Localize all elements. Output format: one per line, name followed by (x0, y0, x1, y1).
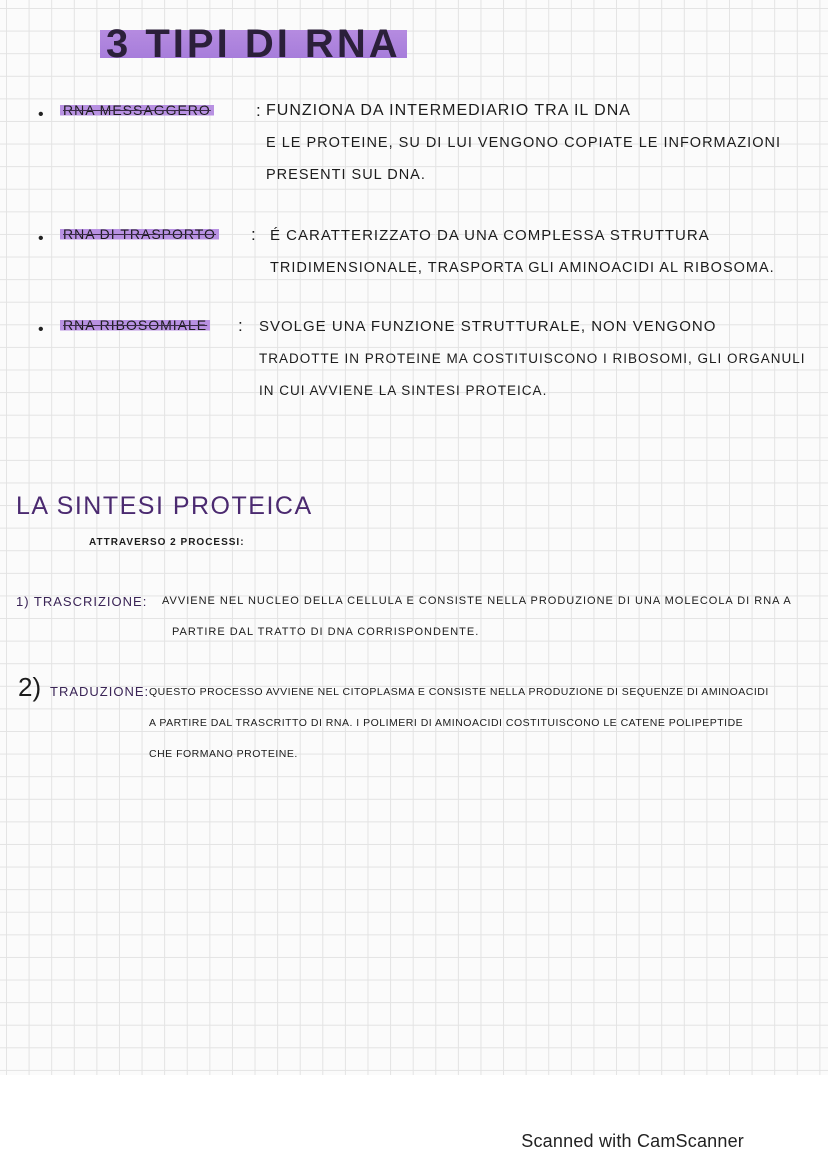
description-line: TRADOTTE IN PROTEINE MA COSTITUISCONO I RIBOSOMI, GLI ORGANULI (259, 351, 806, 366)
rna-description (270, 220, 828, 284)
process-label: 1) TRASCRIZIONE: (16, 594, 148, 609)
process-label: TRADUZIONE: (50, 684, 150, 699)
bullet-icon: • (38, 230, 45, 247)
process-number: 2) (18, 672, 42, 702)
description-line: E LE PROTEINE, SU DI LUI VENGONO COPIATE LE INFORMAZIONI (266, 135, 781, 151)
rna-term: RNA DI TRASPORTO (60, 226, 219, 242)
rna-description (259, 311, 819, 407)
rna-description (266, 95, 826, 191)
rna-term: RNA RIBOSOMIALE (60, 317, 210, 333)
process-line: CHE FORMANO PROTEINE. (149, 748, 298, 760)
bullet-icon: • (38, 106, 45, 123)
colon: : (256, 101, 262, 120)
bullet-icon: • (38, 321, 45, 338)
description-line: SVOLGE UNA FUNZIONE STRUTTURALE, NON VENGONO (259, 318, 717, 335)
rna-term: RNA MESSAGGERO (60, 102, 214, 118)
process-description (162, 586, 792, 648)
process-line: QUESTO PROCESSO AVVIENE NEL CITOPLASMA E CONSISTE NELLA PRODUZIONE DI SEQUENZE DI AMINOACIDI (149, 686, 769, 698)
page-title-text: 3 TIPI DI RNA (100, 22, 407, 66)
camscanner-watermark: Scanned with CamScanner (521, 1131, 744, 1151)
colon: : (251, 225, 257, 244)
description-line: É CARATTERIZZATO DA UNA COMPLESSA STRUTTURA (270, 227, 710, 244)
process-description (149, 677, 769, 770)
description-line: TRIDIMENSIONALE, TRASPORTA GLI AMINOACIDI AL RIBOSOMA. (270, 260, 775, 276)
process-line: AVVIENE NEL NUCLEO DELLA CELLULA E CONSISTE NELLA PRODUZIONE DI UNA MOLECOLA DI RNA A (162, 595, 792, 607)
description-line: IN CUI AVVIENE LA SINTESI PROTEICA. (259, 383, 548, 398)
process-line: PARTIRE DAL TRATTO DI DNA CORRISPONDENTE. (172, 626, 480, 638)
scan-footer (0, 1075, 828, 1171)
description-line: FUNZIONA DA INTERMEDIARIO TRA IL DNA (266, 102, 631, 119)
section-title: LA SINTESI PROTEICA (16, 492, 313, 520)
page-title (100, 22, 407, 67)
process-line: A PARTIRE DAL TRASCRITTO DI RNA. I POLIMERI DI AMINOACIDI COSTITUISCONO LE CATENE POLIPEPTIDE (149, 717, 744, 729)
description-line: PRESENTI SUL DNA. (266, 167, 426, 183)
section-subtitle: ATTRAVERSO 2 PROCESSI: (89, 537, 245, 548)
colon: : (238, 316, 244, 335)
